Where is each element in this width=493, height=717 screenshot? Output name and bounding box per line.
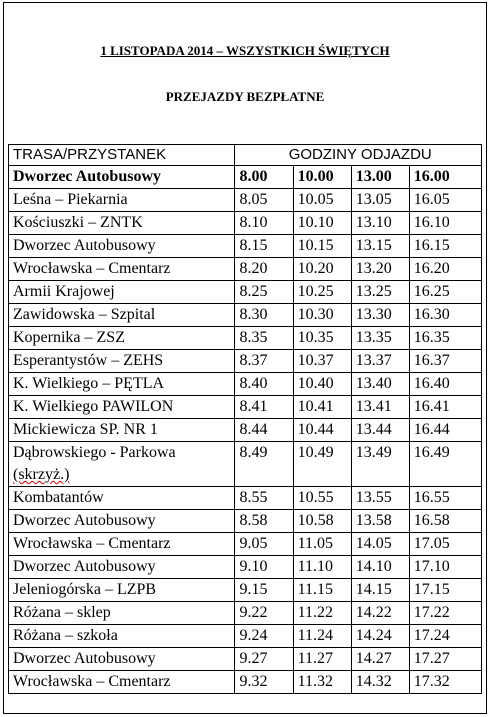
departure-time: 16.05 (409, 189, 481, 212)
stop-name-text: K. Wielkiego PAWILON (13, 398, 174, 415)
stop-name (9, 373, 235, 396)
col-header-route: TRASA/PRZYSTANEK (9, 145, 235, 166)
departure-time: 11.22 (293, 602, 351, 625)
departure-time: 8.15 (235, 235, 293, 258)
departure-time: 10.41 (293, 396, 351, 419)
stop-name-text: Esperantystów – ZEHS (13, 352, 164, 369)
table-row-origin (9, 166, 482, 189)
stop-name-text: K. Wielkiego – PĘTLA (13, 375, 165, 392)
departure-time: 16.58 (409, 510, 481, 533)
stop-name-text: Wrocławska – Cmentarz (13, 260, 171, 277)
table-row (9, 350, 482, 373)
departure-time: 16.49 (409, 442, 481, 487)
stop-name (9, 579, 235, 602)
departure-time: 14.22 (351, 602, 409, 625)
departure-time: 13.20 (351, 258, 409, 281)
stop-name (9, 487, 235, 510)
stop-name (9, 281, 235, 304)
timetable (8, 144, 482, 694)
departure-time: 8.44 (235, 419, 293, 442)
stop-name (9, 350, 235, 373)
departure-time: 17.10 (409, 556, 481, 579)
table-row (9, 235, 482, 258)
departure-time: 9.05 (235, 533, 293, 556)
stop-name-text: Kombatantów (13, 489, 104, 506)
table-row (9, 258, 482, 281)
stop-name-text: Dąbrowskiego - Parkowa (13, 444, 176, 461)
document-page (3, 2, 487, 714)
table-row (9, 579, 482, 602)
departure-time: 13.37 (351, 350, 409, 373)
departure-time: 8.35 (235, 327, 293, 350)
departure-time: 17.05 (409, 533, 481, 556)
departure-time: 16.40 (409, 373, 481, 396)
departure-time: 10.10 (293, 212, 351, 235)
table-row (9, 510, 482, 533)
departure-time: 14.24 (351, 625, 409, 648)
departure-time: 16.15 (409, 235, 481, 258)
document-title (4, 43, 486, 59)
departure-time: 16.41 (409, 396, 481, 419)
table-row (9, 304, 482, 327)
departure-time: 17.32 (409, 671, 481, 694)
stop-name (9, 396, 235, 419)
stop-name (9, 510, 235, 533)
departure-time: 9.24 (235, 625, 293, 648)
table-row (9, 625, 482, 648)
departure-time: 8.30 (235, 304, 293, 327)
stop-name-text: Dworzec Autobusowy (13, 650, 156, 667)
departure-time: 17.24 (409, 625, 481, 648)
departure-time: 8.55 (235, 487, 293, 510)
departure-time: 16.37 (409, 350, 481, 373)
stop-name (9, 556, 235, 579)
departure-time: 13.05 (351, 189, 409, 212)
table-row (9, 671, 482, 694)
departure-time: 13.49 (351, 442, 409, 487)
departure-time: 11.10 (293, 556, 351, 579)
departure-time: 16.35 (409, 327, 481, 350)
stop-name-text: Wrocławska – Cmentarz (13, 673, 171, 690)
stop-name (9, 258, 235, 281)
departure-time: 8.25 (235, 281, 293, 304)
departure-time: 14.10 (351, 556, 409, 579)
departure-time: 14.15 (351, 579, 409, 602)
stop-name-text: Leśna – Piekarnia (13, 191, 128, 208)
departure-time: 14.05 (351, 533, 409, 556)
departure-time: 8.58 (235, 510, 293, 533)
timetable-body (9, 166, 482, 694)
departure-time: 10.20 (293, 258, 351, 281)
stop-name (9, 419, 235, 442)
stop-name-text: Różana – sklep (13, 604, 111, 621)
departure-time: 11.05 (293, 533, 351, 556)
departure-time: 16.30 (409, 304, 481, 327)
table-row (9, 602, 482, 625)
departure-time: 10.05 (293, 189, 351, 212)
departure-time: 14.32 (351, 671, 409, 694)
stop-name: Dworzec Autobusowy (9, 166, 235, 189)
stop-name (9, 212, 235, 235)
departure-time: 16.55 (409, 487, 481, 510)
departure-time: 8.49 (235, 442, 293, 487)
departure-time: 8.20 (235, 258, 293, 281)
table-row (9, 373, 482, 396)
departure-time: 11.27 (293, 648, 351, 671)
departure-time: 8.00 (235, 166, 293, 189)
departure-time: 16.10 (409, 212, 481, 235)
departure-time: 8.05 (235, 189, 293, 212)
departure-time: 10.55 (293, 487, 351, 510)
departure-time: 11.24 (293, 625, 351, 648)
departure-time: 13.25 (351, 281, 409, 304)
departure-time: 10.25 (293, 281, 351, 304)
departure-time: 8.41 (235, 396, 293, 419)
stop-name (9, 189, 235, 212)
departure-time: 17.27 (409, 648, 481, 671)
departure-time: 16.20 (409, 258, 481, 281)
departure-time: 16.00 (409, 166, 481, 189)
table-header-row (9, 145, 482, 166)
stop-name (9, 602, 235, 625)
departure-time: 11.15 (293, 579, 351, 602)
stop-name (9, 304, 235, 327)
departure-time: 13.30 (351, 304, 409, 327)
stop-name-text: Dworzec Autobusowy (13, 558, 156, 575)
departure-time: 13.00 (351, 166, 409, 189)
departure-time: 16.25 (409, 281, 481, 304)
stop-name (9, 442, 235, 487)
table-row (9, 189, 482, 212)
departure-time: 10.58 (293, 510, 351, 533)
departure-time: 16.44 (409, 419, 481, 442)
departure-time: 10.44 (293, 419, 351, 442)
stop-name (9, 625, 235, 648)
departure-time: 11.32 (293, 671, 351, 694)
stop-name (9, 327, 235, 350)
departure-time: 10.37 (293, 350, 351, 373)
stop-name-text: Kościuszki – ZNTK (13, 214, 143, 231)
departure-time: 13.55 (351, 487, 409, 510)
stop-name (9, 671, 235, 694)
departure-time: 9.15 (235, 579, 293, 602)
stop-name (9, 235, 235, 258)
table-row (9, 442, 482, 487)
stop-name-text: Różana – szkoła (13, 627, 118, 644)
departure-time: 10.40 (293, 373, 351, 396)
table-row (9, 327, 482, 350)
departure-time: 8.37 (235, 350, 293, 373)
stop-name-continuation: (skrzyż.) (13, 466, 70, 483)
table-row (9, 281, 482, 304)
departure-time: 13.40 (351, 373, 409, 396)
departure-time: 13.58 (351, 510, 409, 533)
departure-time: 8.40 (235, 373, 293, 396)
stop-name-text: Jeleniogórska – LZPB (13, 581, 157, 598)
table-row (9, 556, 482, 579)
table-row (9, 648, 482, 671)
departure-time: 10.00 (293, 166, 351, 189)
table-row (9, 396, 482, 419)
departure-time: 13.35 (351, 327, 409, 350)
departure-time: 14.27 (351, 648, 409, 671)
col-header-times: GODZINY ODJAZDU (235, 145, 482, 166)
departure-time: 13.10 (351, 212, 409, 235)
departure-time: 10.30 (293, 304, 351, 327)
departure-time: 17.22 (409, 602, 481, 625)
departure-time: 9.32 (235, 671, 293, 694)
departure-time: 8.10 (235, 212, 293, 235)
stop-name-text: Dworzec Autobusowy (13, 512, 156, 529)
table-row (9, 487, 482, 510)
stop-name-text: Kopernika – ZSZ (13, 329, 125, 346)
stop-name-text: Zawidowska – Szpital (13, 306, 156, 323)
stop-name (9, 648, 235, 671)
document-subtitle: PRZEJAZDY BEZPŁATNE (165, 89, 325, 104)
departure-time: 10.49 (293, 442, 351, 487)
stop-name (9, 533, 235, 556)
departure-time: 13.15 (351, 235, 409, 258)
stop-name-text: Dworzec Autobusowy (13, 237, 156, 254)
stop-name-text: Wrocławska – Cmentarz (13, 535, 171, 552)
stop-name-text: Mickiewicza SP. NR 1 (13, 421, 158, 438)
table-row (9, 419, 482, 442)
table-row (9, 533, 482, 556)
departure-time: 17.15 (409, 579, 481, 602)
departure-time: 10.15 (293, 235, 351, 258)
departure-time: 9.10 (235, 556, 293, 579)
departure-time: 13.44 (351, 419, 409, 442)
departure-time: 10.35 (293, 327, 351, 350)
departure-time: 13.41 (351, 396, 409, 419)
stop-name-text: Armii Krajowej (13, 283, 115, 300)
document-title-text: 1 LISTOPADA 2014 – WSZYSTKICH ŚWIĘTYCH (100, 43, 390, 58)
departure-time: 9.22 (235, 602, 293, 625)
table-row (9, 212, 482, 235)
departure-time: 9.27 (235, 648, 293, 671)
